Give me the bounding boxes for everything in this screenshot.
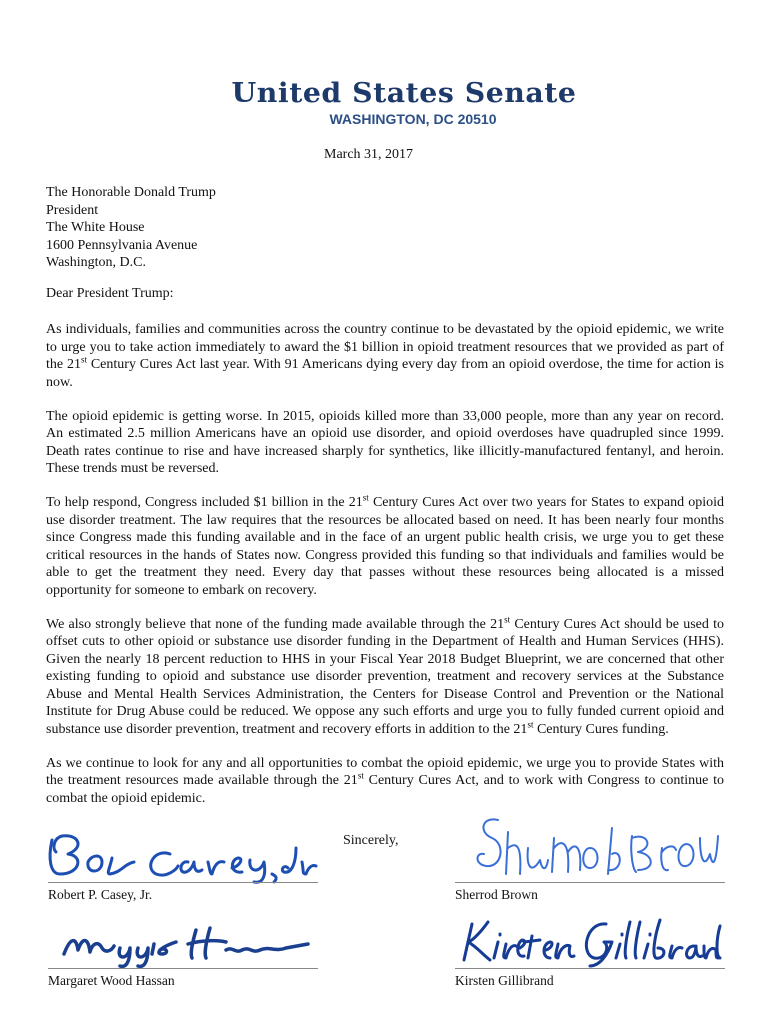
recipient-line: Washington, D.C. [46,255,146,270]
paragraph-5: As we continue to look for any and all opportunities to combat the opioid epidemic, we urge you to provide States with the treatment resources made available through the 21st Century Cures Act, and to work with Congress to continue to combat the opioid epidemic. [46,755,725,806]
signer-name: Robert P. Casey, Jr. [48,887,153,902]
recipient-line: The White House [46,220,145,235]
recipient-line: President [46,202,99,218]
salutation: Dear President Trump: [46,286,174,301]
letterhead [0,78,768,127]
senate-address: WASHINGTON, DC 20510 [329,111,497,127]
signature-line [455,882,725,883]
closing: Sincerely, [343,833,399,848]
recipient-address [46,184,216,272]
recipient-line: The Honorable Donald Trump [46,185,216,200]
paragraph-2: The opioid epidemic is getting worse. In 2015, opioids killed more than 33,000 people, more than any year on record. An estimated 2.5 million Americans have an opioid use disorder, and opioid overdoses have quadrupled since 1999. Death rates continue to rise and have increased sharply for synthetics, like illicitly-manufactured fentanyl, and heroin. These trends must be reversed. [46,408,724,476]
letter-body [46,321,724,824]
brown-signature [462,808,722,888]
signer-name: Sherrod Brown [455,887,538,902]
signature-block-hassan [48,968,318,989]
signature-block-gillibrand [455,968,725,989]
paragraph-4: We also strongly believe that none of the funding made available through the 21st Century Cures Act should be used to offset cuts to other opioid or substance use disorder funding in the Department of Health and Human Services (HHS). Given the nearly 18 percent reduction to HHS in your Fiscal Year 2018 Budget Blueprint, we are concerned that other existing funding to opioid and substance use disorder prevention, treatment and recovery services at the Substance Abuse and Mental Health Services Administration, the Centers for Disease Control and Prevention or the National Institute for Drug Abuse could be reduced. We oppose any such efforts and urge you to fully funded current opioid and substance use disorder prevention, treatment and recovery efforts in addition to the 21st Century Cures funding. [46,613,724,737]
recipient-line: 1600 Pennsylvania Avenue [46,237,198,253]
signer-name: Margaret Wood Hassan [48,973,175,988]
signer-name: Kirsten Gillibrand [455,973,554,988]
signature-block-brown [455,882,725,903]
letter-date: March 31, 2017 [324,147,414,162]
gillibrand-signature [454,914,724,972]
signature-line [455,968,725,969]
casey-signature [40,818,320,886]
paragraph-3: To help respond, Congress included $1 billion in the 21st Century Cures Act over two years for States to expand opioid use disorder treatment. The law requires that the resources be allocated based on need. It has been nearly four months since Congress made this funding available and in the face of an urgent public health crisis, we urge you to get these critical resources in the hands of States now. Congress provided this funding so that individuals and families would be able to get the treatment they need. Every day that passes without these resources being allocated is a missed opportunity for someone to embark on recovery. [46,492,724,598]
signature-block-casey [48,882,318,903]
senate-title: United States Senate [231,78,577,109]
signature-line [48,968,318,969]
signature-line [48,882,318,883]
hassan-signature [56,920,316,970]
paragraph-1: As individuals, families and communities across the country continue to be devastated by the opioid epidemic, we write to urge you to take action immediately to award the $1 billion in opioid treatment resources that we provided as part of the 21st Century Cures Act last year. With 91 Americans dying every day from an opioid overdose, the time for action is now. [46,322,724,390]
